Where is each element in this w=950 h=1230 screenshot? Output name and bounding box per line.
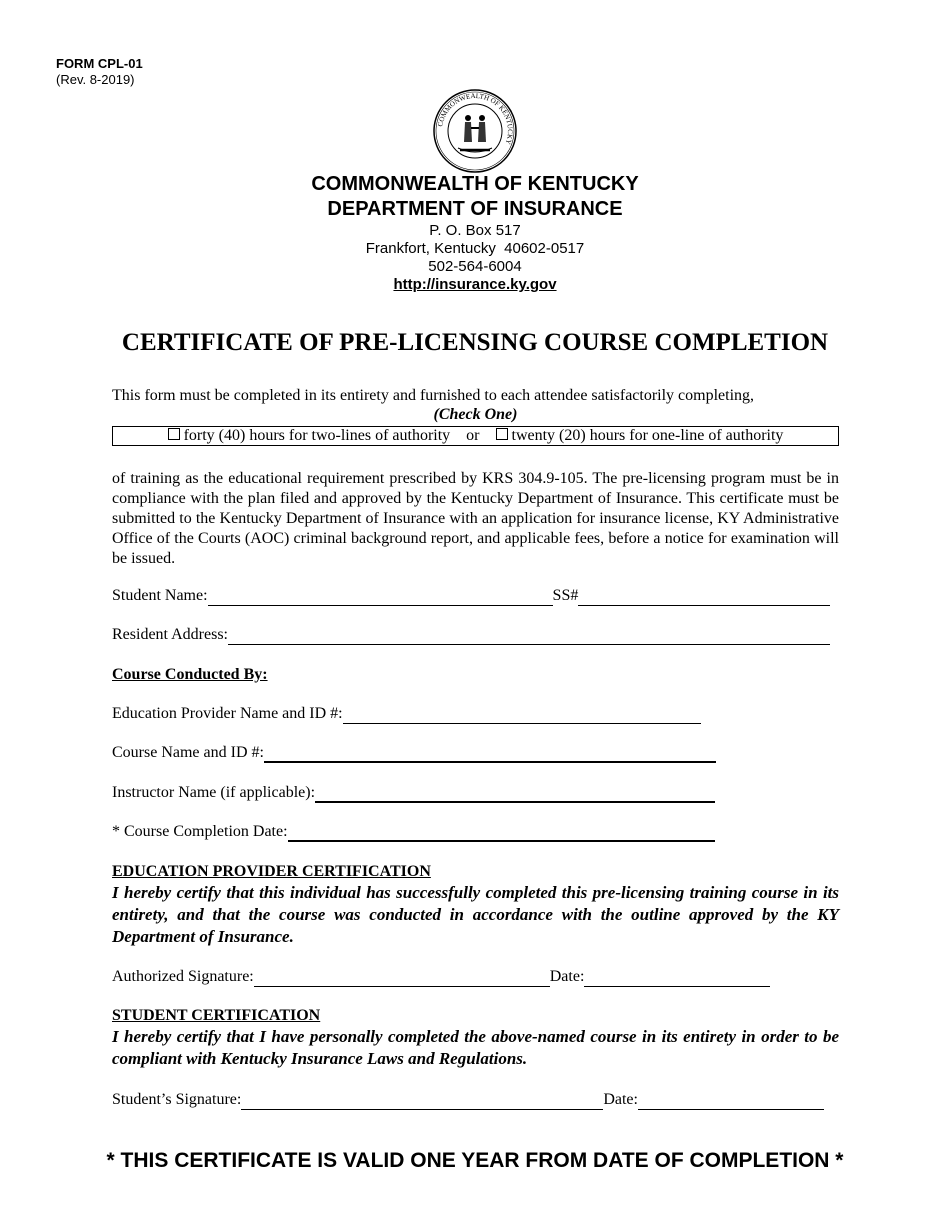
department-name: DEPARTMENT OF INSURANCE — [327, 198, 623, 220]
forty-hours-label: forty (40) hours for two-lines of authority — [183, 427, 451, 444]
form-identifier — [56, 56, 143, 88]
authorized-signature-label: Authorized Signature: — [112, 968, 254, 985]
seal-lettering: COMMONWEALTH OF KENTUCKY — [436, 91, 515, 146]
kentucky-seal-icon — [432, 88, 518, 174]
hours-option-box — [112, 426, 839, 446]
website-link[interactable]: http://insurance.ky.gov — [393, 276, 557, 293]
student-name-row — [112, 584, 830, 606]
validity-notice: * THIS CERTIFICATE IS VALID ONE YEAR FROM DATE OF COMPLETION * — [106, 1149, 844, 1172]
provider-name-row — [112, 702, 701, 724]
student-date-field[interactable] — [638, 1093, 824, 1110]
student-signature-field[interactable] — [241, 1093, 603, 1110]
student-name-label: Student Name: — [112, 587, 208, 604]
completion-date-row — [112, 820, 715, 842]
student-signature-label: Student’s Signature: — [112, 1091, 242, 1108]
course-name-field[interactable] — [264, 745, 716, 763]
student-date-label: Date: — [603, 1091, 638, 1108]
intro-text: This form must be completed in its entirety and furnished to each attendee satisfactorily completing, — [112, 387, 755, 404]
check-one-label: (Check One) — [433, 406, 518, 423]
authorized-date-field[interactable] — [584, 970, 770, 987]
city-address: Frankfort, Kentucky 40602-0517 — [365, 240, 585, 257]
provider-name-field[interactable] — [343, 707, 701, 724]
student-certification-heading: STUDENT CERTIFICATION — [112, 1007, 321, 1024]
provider-certification-heading: EDUCATION PROVIDER CERTIFICATION — [112, 863, 431, 880]
course-conducted-heading: Course Conducted By: — [112, 666, 268, 683]
agency-name: COMMONWEALTH OF KENTUCKY — [311, 173, 639, 195]
requirements-paragraph: of training as the educational requirement prescribed by KRS 304.9-105. The pre-licensing program must be in compliance with the plan filed and approved by the Kentucky Department of Insurance. This certificate must be submitted to the Kentucky Department of Insurance with an application for insurance license, KY Administrative Office of the Courts (AOC) criminal background report, and applicable fees, before a notice for examination will be issued. — [112, 470, 839, 567]
authorized-signature-row — [112, 965, 770, 987]
completion-date-label: * Course Completion Date: — [112, 823, 288, 840]
phone-number: 502-564-6004 — [428, 258, 522, 275]
po-box: P. O. Box 517 — [429, 222, 521, 239]
course-name-label: Course Name and ID #: — [112, 744, 264, 761]
resident-address-row — [112, 623, 830, 645]
ssn-label: SS# — [552, 587, 579, 604]
ssn-field[interactable] — [578, 589, 830, 606]
certificate-title: CERTIFICATE OF PRE-LICENSING COURSE COMPLETION — [121, 329, 829, 356]
provider-certification-text: I hereby certify that this individual has successfully completed this pre-licensing training course in its entirety, and that the course was conducted in accordance with the outline approved by the KY Department of Insurance. — [112, 883, 839, 946]
authorized-signature-field[interactable] — [254, 970, 550, 987]
twenty-hours-checkbox[interactable] — [496, 428, 508, 440]
student-name-field[interactable] — [208, 589, 553, 606]
twenty-hours-label: twenty (20) hours for one-line of authority — [511, 427, 784, 444]
forty-hours-checkbox[interactable] — [168, 428, 180, 440]
instructor-name-field[interactable] — [315, 785, 715, 803]
or-label: or — [466, 427, 480, 444]
completion-date-field[interactable] — [288, 824, 715, 842]
instructor-name-label: Instructor Name (if applicable): — [112, 784, 316, 801]
student-signature-row — [112, 1088, 824, 1110]
provider-name-label: Education Provider Name and ID #: — [112, 705, 343, 722]
agency-header — [0, 172, 950, 294]
form-revision: (Rev. 8-2019) — [56, 72, 135, 87]
instructor-name-row — [112, 781, 715, 803]
resident-address-label: Resident Address: — [112, 626, 228, 643]
student-certification-text: I hereby certify that I have personally completed the above-named course in its entirety in order to be compliant with Kentucky Insurance Laws and Regulations. — [112, 1027, 839, 1068]
form-number: FORM CPL-01 — [56, 56, 143, 71]
course-name-row — [112, 741, 716, 763]
resident-address-field[interactable] — [228, 628, 830, 645]
authorized-date-label: Date: — [549, 968, 585, 985]
